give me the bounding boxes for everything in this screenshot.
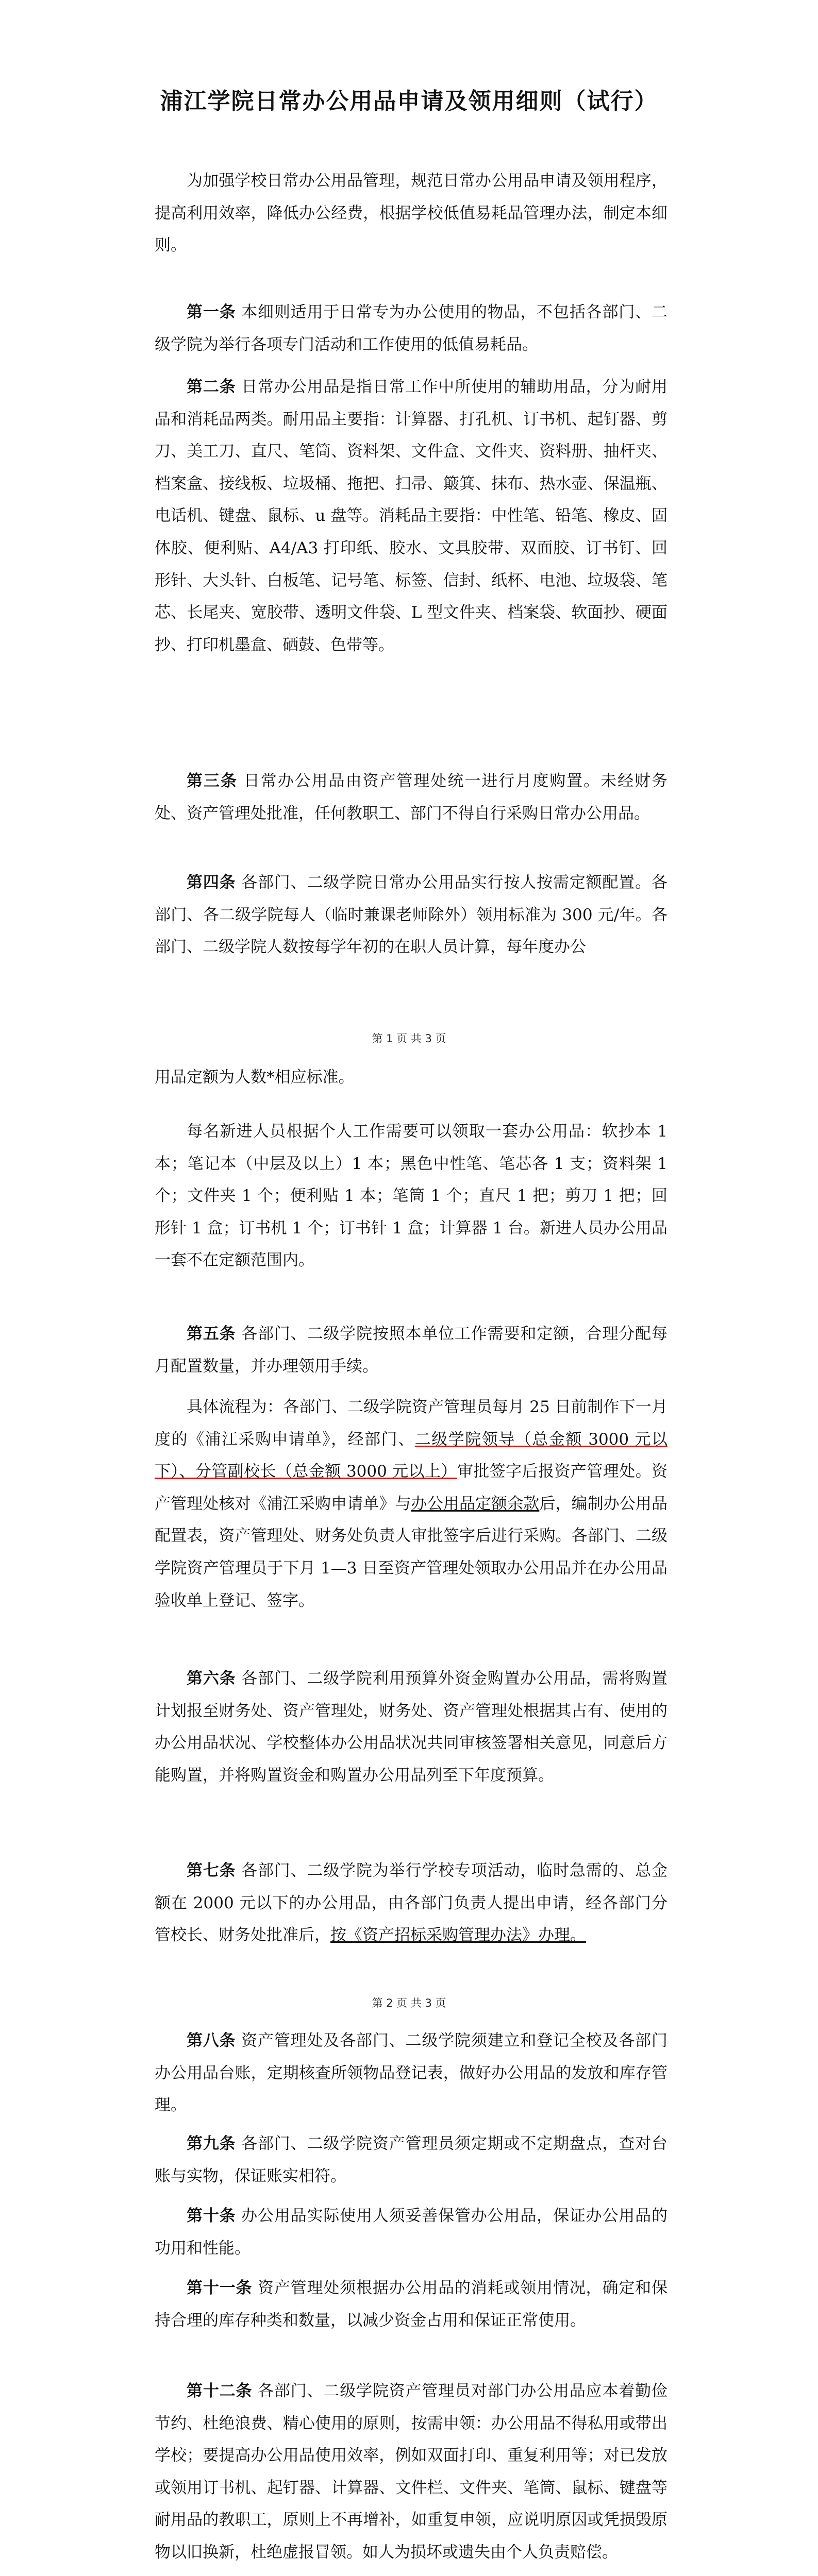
article-9-label: 第九条 [187, 2134, 236, 2153]
article-4-continuation [155, 1061, 667, 1094]
article-2-label: 第二条 [187, 378, 236, 396]
procedure-text-2: 审批签字后报资产管理处。资产管理处核对《浦江采购申请单》与 [155, 1462, 667, 1513]
article-10-text: 办公用品实际使用人须妥善保管办公用品，保证办公用品的功用和性能。 [155, 2207, 667, 2258]
article-6 [155, 1663, 667, 1791]
article-3-text: 日常办公用品由资产管理处统一进行月度购置。未经财务处、资产管理处批准，任何教职工、部门不得自行采购日常办公用品。 [155, 772, 668, 823]
article-3-label: 第三条 [187, 772, 238, 790]
intro-paragraph [155, 165, 667, 262]
article-12-text: 各部门、二级学院资产管理员对部门办公用品应本着勤俭节约、杜绝浪费、精心使用的原则，按需申领：办公用品不得私用或带出学校；要提高办公用品使用效率，例如双面打印、重复利用等；对已发放或领用订书机、起钉器、计算器、文件栏、文件夹、笔筒、鼠标、键盘等耐用品的教职工，原则上不再增补，如重复申领，应说明原因或凭损毁原物以旧换新，杜绝虚报冒领。如人为损坏或遗失由个人负责赔偿。 [155, 2382, 668, 2562]
article-5 [155, 1318, 667, 1382]
procedure-quota-underlined: 办公用品定额余款 [411, 1494, 540, 1513]
procedure-approval-underlined: 二级学院领导（总金额 3000 元以下）、分管副校长（总金额 3000 元以上） [155, 1430, 667, 1481]
article-2 [155, 371, 667, 661]
procedure-text-3: 后，编制办公用品配置表，资产管理处、财务处负责人审批签字后进行采购。各部门、二级学院资产管理员于下月 1—3 日至资产管理处领取办公用品并在办公用品验收单上登记、签字。 [155, 1494, 668, 1610]
article-8-label: 第八条 [187, 2031, 236, 2050]
page-2-footer: 第 2 页 共 3 页 [372, 1997, 446, 2009]
article-4 [155, 867, 667, 963]
article-5-label: 第五条 [187, 1325, 236, 1343]
procedure-paragraph [155, 1391, 667, 1617]
article-12 [155, 2375, 667, 2569]
article-12-label: 第十二条 [187, 2382, 253, 2400]
article-2-text: 日常办公用品是指日常工作中所使用的辅助用品，分为耐用品和消耗品两类。耐用品主要指：计算器、打孔机、订书机、起钉器、剪刀、美工刀、直尺、笔筒、资料架、文件盒、文件夹、资料册、抽杆夹、档案盒、接线板、垃圾桶、拖把、扫帚、簸箕、抹布、热水壶、保温瓶、电话机、键盘、鼠标、u 盘等。消耗品主要指：中性笔、铅笔、橡皮、固体胶、便利贴、A4/A3 打印纸、胶水、文具胶带、双面胶、订书钉、回形针、大头针、白板笔、记号笔、标签、信封、纸杯、电池、垃圾袋、笔芯、长尾夹、宽胶带、透明文件袋、L 型文件夹、档案袋、软面抄、硬面抄、打印机墨盒、硒鼓、色带等。 [155, 378, 667, 654]
article-4-label: 第四条 [187, 873, 236, 892]
article-7-text: 各部门、二级学院为举行学校专项活动，临时急需的、总金额在 2000 元以下的办公用品，由各部门负责人提出申请，经各部门分管校长、财务处批准后， [155, 1861, 667, 1945]
page-1-footer: 第 1 页 共 3 页 [372, 1032, 446, 1045]
article-4-continuation-text: 用品定额为人数*相应标准。 [155, 1068, 355, 1087]
article-1-text: 本细则适用于日常专为办公使用的物品，不包括各部门、二级学院为举行各项专门活动和工作使用的低值易耗品。 [155, 303, 667, 354]
article-9 [155, 2128, 667, 2192]
document-title: 浦江学院日常办公用品申请及领用细则（试行） [160, 88, 658, 114]
article-5-text: 各部门、二级学院按照本单位工作需要和定额，合理分配每月配置数量，并办理领用手续。 [155, 1325, 667, 1376]
article-4-text: 各部门、二级学院日常办公用品实行按人按需定额配置。各部门、各二级学院每人（临时兼课老师除外）领用标准为 300 元/年。各部门、二级学院人数按每学年初的在职人员计算，每年度办公 [155, 873, 667, 957]
article-11-text: 资产管理处须根据办公用品的消耗或领用情况，确定和保持合理的库存种类和数量，以减少资金占用和保证正常使用。 [155, 2279, 668, 2330]
article-8 [155, 2025, 667, 2122]
article-11 [155, 2272, 667, 2336]
article-6-text: 各部门、二级学院利用预算外资金购置办公用品，需将购置计划报至财务处、资产管理处，财务处、资产管理处根据其占有、使用的办公用品状况、学校整体办公用品状况共同审核签署相关意见，同意后方能购置，并将购置资金和购置办公用品列至下年度预算。 [155, 1669, 667, 1785]
article-8-text: 资产管理处及各部门、二级学院须建立和登记全校及各部门办公用品台账，定期核查所领物品登记表，做好办公用品的发放和库存管理。 [155, 2031, 667, 2115]
intro-text: 为加强学校日常办公用品管理，规范日常办公用品申请及领用程序，提高利用效率，降低办公经费，根据学校低值易耗品管理办法，制定本细则。 [155, 172, 667, 255]
new-staff-text: 每名新进人员根据个人工作需要可以领取一套办公用品：软抄本 1 本；笔记本（中层及以上）1 本；黑色中性笔、笔芯各 1 支；资料架 1 个；文件夹 1 个；便利贴 1 本；笔筒 1 个；直尺 1 把；剪刀 1 把；回形针 1 盒；订书机 1 个；订书针 1 盒；计算器 1 台。新进人员办公用品一套不在定额范围内。 [155, 1122, 667, 1270]
article-10-label: 第十条 [187, 2207, 236, 2225]
new-staff-paragraph [155, 1115, 667, 1277]
article-11-label: 第十一条 [187, 2279, 253, 2297]
procedure-text-1: 具体流程为：各部门、二级学院资产管理员每月 25 日前制作下一月度的《浦江采购申请单》，经部门、 [155, 1398, 667, 1449]
article-7-label: 第七条 [187, 1861, 236, 1880]
article-1 [155, 296, 667, 361]
article-1-label: 第一条 [187, 303, 236, 321]
article-10 [155, 2200, 667, 2264]
article-7-underlined: 按《资产招标采购管理办法》办理。 [330, 1926, 586, 1945]
article-3 [155, 765, 667, 829]
article-7 [155, 1855, 667, 1952]
article-6-label: 第六条 [187, 1669, 236, 1688]
article-9-text: 各部门、二级学院资产管理员须定期或不定期盘点，查对台账与实物，保证账实相符。 [155, 2134, 667, 2185]
